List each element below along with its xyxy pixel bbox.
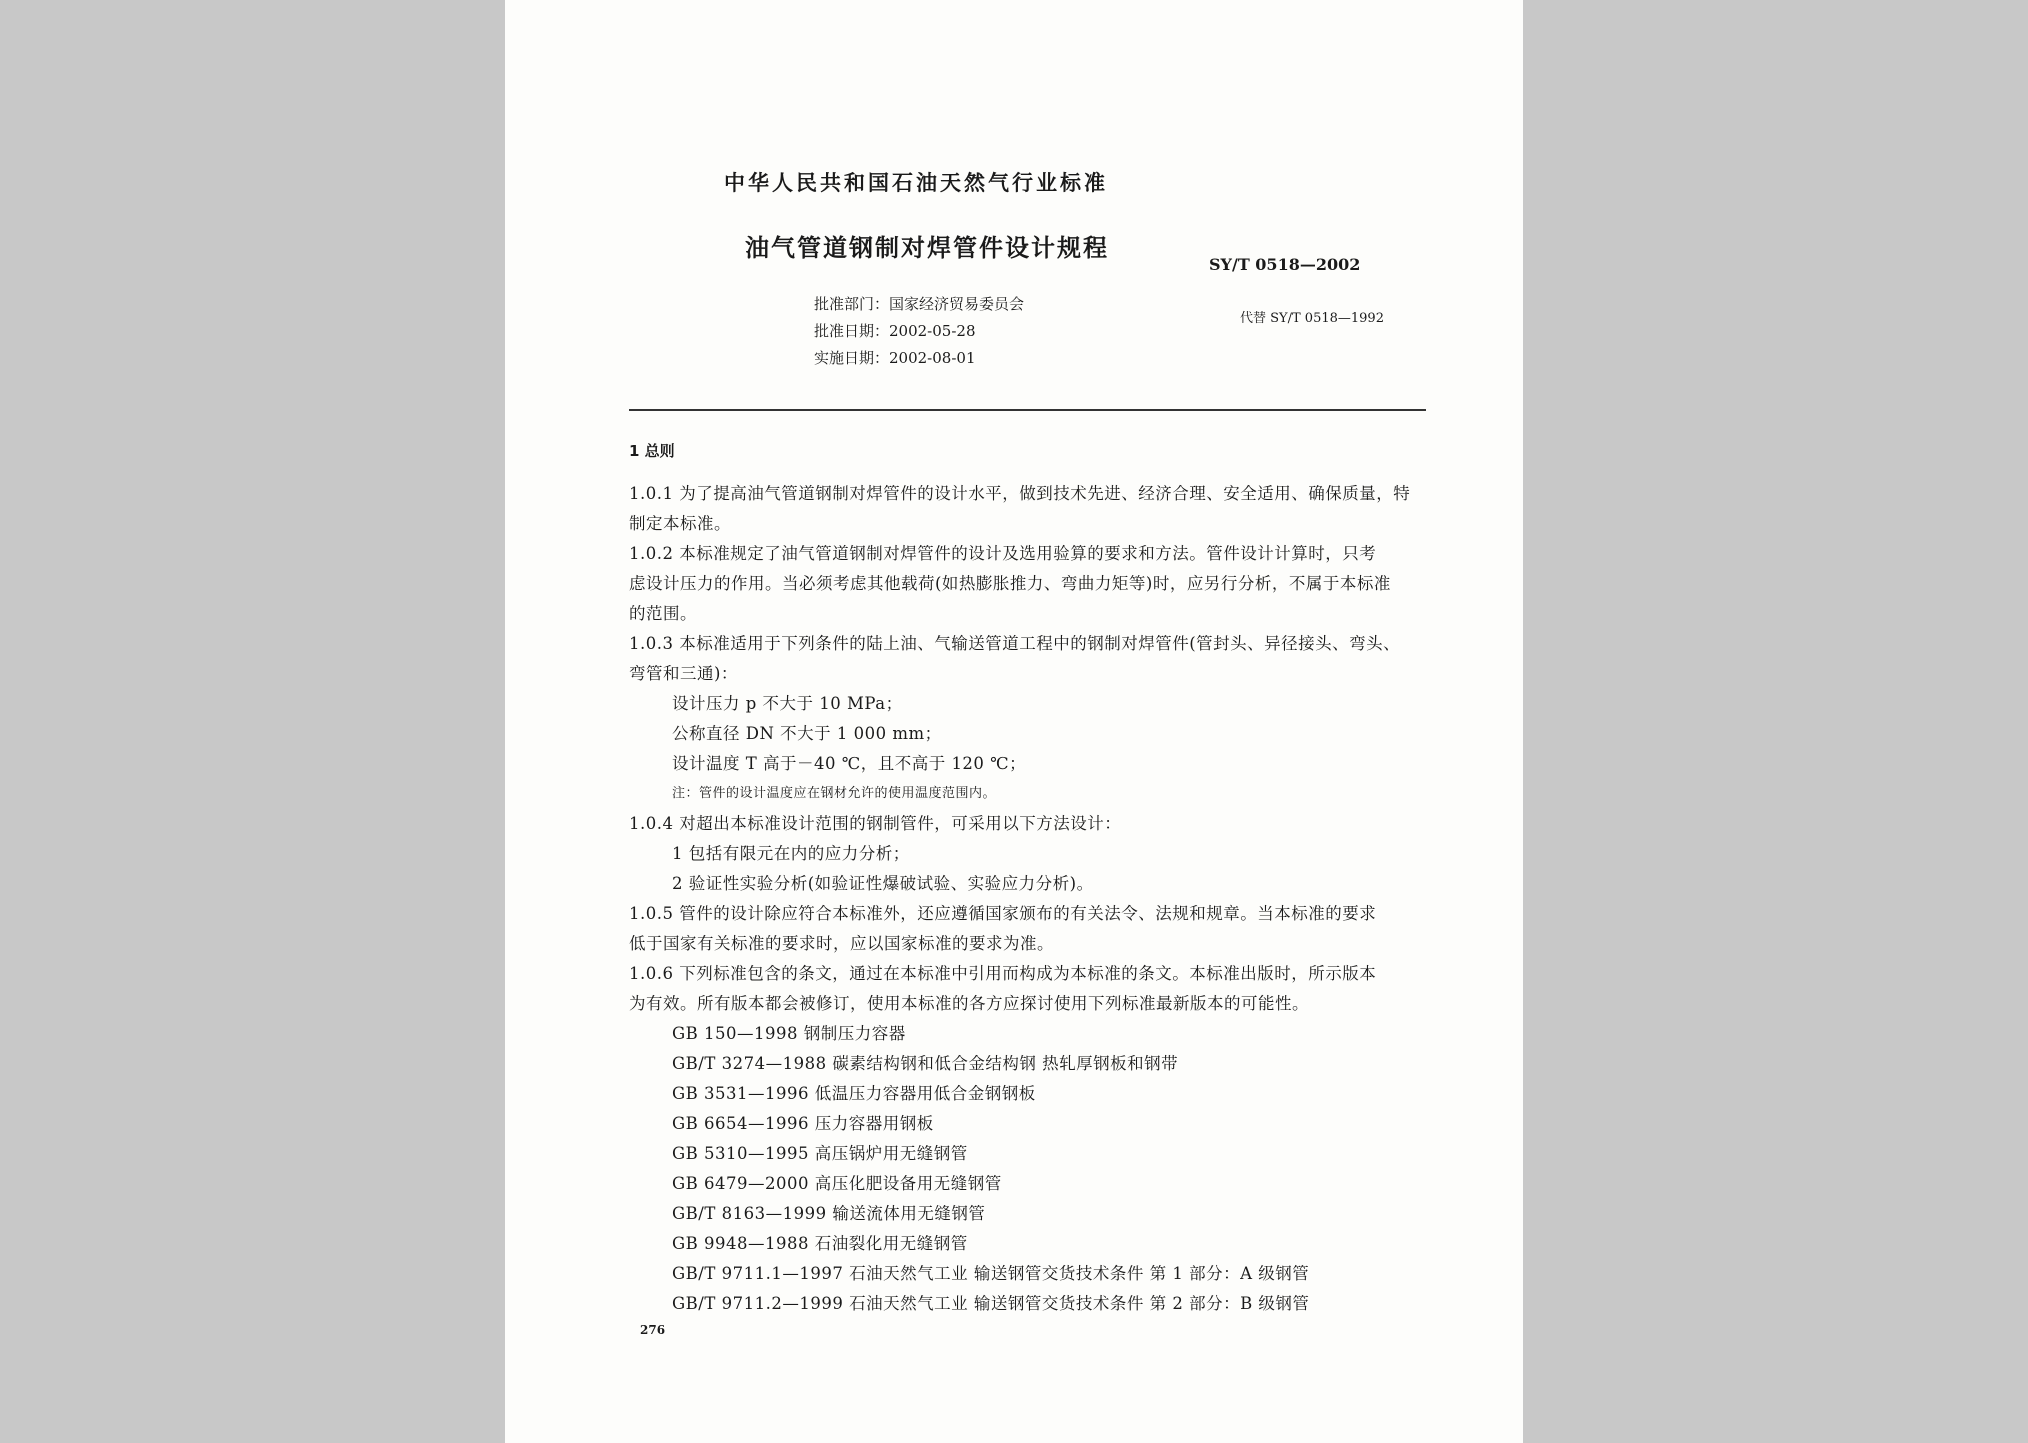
document-title: 油气管道钢制对焊管件设计规程	[745, 234, 1109, 262]
document-page	[505, 0, 1523, 1443]
text-line: 注：管件的设计温度应在钢材允许的使用温度范围内。	[672, 786, 997, 801]
text-line: 弯管和三通)：	[629, 664, 738, 683]
text-line: GB 5310—1995 高压锅炉用无缝钢管	[672, 1144, 968, 1163]
text-line: 为有效。所有版本都会被修订，使用本标准的各方应探讨使用下列标准最新版本的可能性。	[629, 994, 1309, 1013]
section-heading: 1 总则	[629, 442, 675, 460]
text-line: GB 6654—1996 压力容器用钢板	[672, 1114, 934, 1133]
text-line: 虑设计压力的作用。当必须考虑其他载荷(如热膨胀推力、弯曲力矩等)时，应另行分析，不属于本标准	[629, 574, 1391, 593]
header-divider	[629, 409, 1426, 411]
text-line: GB/T 9711.2—1999 石油天然气工业 输送钢管交货技术条件 第 2 部分：B 级钢管	[672, 1294, 1310, 1313]
text-line: GB/T 8163—1999 输送流体用无缝钢管	[672, 1204, 986, 1223]
replaces-standard: 代替 SY/T 0518—1992	[1240, 311, 1384, 326]
text-line: GB 6479—2000 高压化肥设备用无缝钢管	[672, 1174, 1002, 1193]
text-line: 制定本标准。	[629, 514, 731, 533]
text-line: GB 9948—1988 石油裂化用无缝钢管	[672, 1234, 968, 1253]
national-standard-header: 中华人民共和国石油天然气行业标准	[724, 171, 1108, 195]
text-line: 1 包括有限元在内的应力分析；	[672, 844, 910, 863]
text-line: 1.0.4 对超出本标准设计范围的钢制管件，可采用以下方法设计：	[629, 814, 1122, 833]
text-line: 1.0.5 管件的设计除应符合本标准外，还应遵循国家颁布的有关法令、法规和规章。当本标准的要求	[629, 904, 1377, 923]
text-line: GB 3531—1996 低温压力容器用低合金钢钢板	[672, 1084, 1036, 1103]
text-line: 低于国家有关标准的要求时，应以国家标准的要求为准。	[629, 934, 1054, 953]
text-line: GB/T 3274—1988 碳素结构钢和低合金结构钢 热轧厚钢板和钢带	[672, 1054, 1179, 1073]
text-line: 设计温度 T 高于－40 ℃，且不高于 120 ℃；	[672, 754, 1027, 773]
approval-date: 批准日期：2002-05-28	[814, 322, 976, 340]
text-line: 2 验证性实验分析(如验证性爆破试验、实验应力分析)。	[672, 874, 1094, 893]
text-line: GB/T 9711.1—1997 石油天然气工业 输送钢管交货技术条件 第 1 部分：A 级钢管	[672, 1264, 1310, 1283]
text-line: 1.0.6 下列标准包含的条文，通过在本标准中引用而构成为本标准的条文。本标准出版时，所示版本	[629, 964, 1377, 983]
effective-date: 实施日期：2002-08-01	[814, 349, 976, 367]
text-line: GB 150—1998 钢制压力容器	[672, 1024, 906, 1043]
document-body	[629, 440, 1429, 1319]
text-line: 1.0.2 本标准规定了油气管道钢制对焊管件的设计及选用验算的要求和方法。管件设计计算时，只考	[629, 544, 1377, 563]
text-line: 1.0.3 本标准适用于下列条件的陆上油、气输送管道工程中的钢制对焊管件(管封头、异径接头、弯头、	[629, 634, 1401, 653]
text-line: 公称直径 DN 不大于 1 000 mm；	[672, 724, 942, 743]
clause-list	[629, 479, 1429, 1319]
text-line: 设计压力 p 不大于 10 MPa；	[672, 694, 903, 713]
page-number: 276	[640, 1323, 666, 1337]
approval-department: 批准部门：国家经济贸易委员会	[814, 295, 1025, 313]
text-line: 1.0.1 为了提高油气管道钢制对焊管件的设计水平，做到技术先进、经济合理、安全适用、确保质量，特	[629, 484, 1411, 503]
standard-number: SY/T 0518—2002	[1209, 255, 1361, 274]
text-line: 的范围。	[629, 604, 697, 623]
